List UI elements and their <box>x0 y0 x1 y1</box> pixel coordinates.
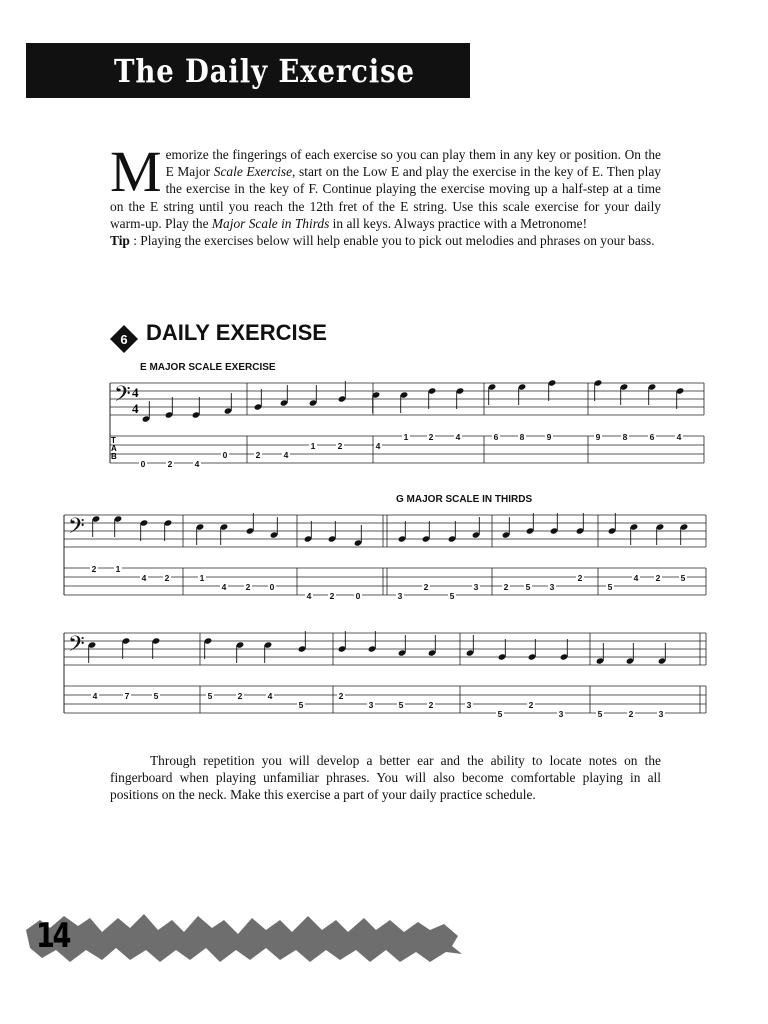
intro-text-3: in all keys. Always practice with a Metronome! <box>329 215 588 231</box>
intro-italic-1: Scale Exercise <box>213 164 293 180</box>
tab-number: 5 <box>607 582 613 592</box>
tab-number: 1 <box>403 432 409 442</box>
tab-number: 9 <box>546 432 552 442</box>
tab-number: 4 <box>267 691 273 701</box>
intro-text-1: emorize the fingerings of each exercise so you can play them in any key or position. On the E Major <box>165 147 661 180</box>
tab-number: 3 <box>466 700 472 710</box>
page-number: 14 <box>36 916 70 956</box>
tab-number: 6 <box>649 432 655 442</box>
tab-number: 2 <box>428 700 434 710</box>
tab-number: 8 <box>622 432 628 442</box>
tab-number: 3 <box>397 591 403 601</box>
tab-number: 0 <box>355 591 361 601</box>
tab-number: 4 <box>194 459 200 469</box>
tab-number: 5 <box>449 591 455 601</box>
tab-number: 4 <box>141 573 147 583</box>
tab-number: 2 <box>503 582 509 592</box>
tab-number: 1 <box>115 564 121 574</box>
tab-number: 6 <box>493 432 499 442</box>
tab-letter: T <box>111 436 116 445</box>
tab-number: 2 <box>423 582 429 592</box>
tab-number: 5 <box>497 709 503 719</box>
tab-number: 2 <box>577 573 583 583</box>
tab-letter: B <box>111 452 117 461</box>
tab-number: 2 <box>628 709 634 719</box>
tab-number: 4 <box>92 691 98 701</box>
time-signature-bottom: 4 <box>132 401 139 416</box>
tab-letter: A <box>111 444 117 453</box>
tab-number: 0 <box>222 450 228 460</box>
tab-number: 8 <box>519 432 525 442</box>
scale-label-e-major: E MAJOR SCALE EXERCISE <box>140 362 276 373</box>
exercise-number: 6 <box>120 332 128 347</box>
tab-number: 3 <box>368 700 374 710</box>
tab-number: 4 <box>455 432 461 442</box>
tab-number: 0 <box>269 582 275 592</box>
tab-number: 5 <box>680 573 686 583</box>
tip-text: : Playing the exercises below will help enable you to pick out melodies and phrases on your bass. <box>129 233 655 249</box>
tab-number: 2 <box>167 459 173 469</box>
tab-number: 4 <box>676 432 682 442</box>
tab-number: 9 <box>595 432 601 442</box>
tab-number: 2 <box>255 450 261 460</box>
tab-number: 2 <box>338 691 344 701</box>
tab-number: 2 <box>164 573 170 583</box>
intro-italic-2: Major Scale in Thirds <box>211 215 330 231</box>
tab-number: 5 <box>597 709 603 719</box>
tab-number: 0 <box>140 459 146 469</box>
footer-torn-stripe <box>26 908 466 968</box>
tab-number: 4 <box>283 450 289 460</box>
tab-number: 4 <box>306 591 312 601</box>
tab-number: 2 <box>528 700 534 710</box>
bass-clef-icon: 𝄢 <box>68 514 85 544</box>
tip-label: Tip <box>110 233 130 249</box>
intro-text-2: , start on the Low E and play the exercise in the key of E. Then play the exercise in the key of F. Continue playing the exercise moving up a half-step at a time on the E string until you reach the 12th fret of the E string. Use this scale exercise for your daily warm-up. Play the <box>110 164 661 231</box>
tab-number: 3 <box>549 582 555 592</box>
tab-number: 4 <box>221 582 227 592</box>
tab-number: 3 <box>558 709 564 719</box>
exercise-title: DAILY EXERCISE <box>146 320 327 345</box>
tab-number: 5 <box>207 691 213 701</box>
tab-number: 2 <box>91 564 97 574</box>
outro-paragraph: Through repetition you will develop a better ear and the ability to locate notes on the fingerboard when playing unfamiliar phrases. You will also become comfortable playing in all positions on the neck. Make this exercise a part of your daily practice schedule. <box>110 753 661 803</box>
bass-clef-icon: 𝄢 <box>114 382 131 412</box>
tab-number: 2 <box>245 582 251 592</box>
tab-number: 7 <box>124 691 130 701</box>
tab-number: 5 <box>298 700 304 710</box>
tab-number: 5 <box>153 691 159 701</box>
tab-number: 2 <box>655 573 661 583</box>
tab-number: 1 <box>199 573 205 583</box>
time-signature-top: 4 <box>132 385 139 400</box>
drop-cap: M <box>110 139 162 204</box>
tab-number: 4 <box>633 573 639 583</box>
tab-number: 3 <box>658 709 664 719</box>
tab-number: 2 <box>329 591 335 601</box>
scale-label-g-major-thirds: G MAJOR SCALE IN THIRDS <box>396 494 533 505</box>
tab-number: 2 <box>337 441 343 451</box>
page-title: The Daily Exercise <box>114 52 415 90</box>
tab-number: 3 <box>473 582 479 592</box>
tab-number: 2 <box>237 691 243 701</box>
tab-number: 5 <box>398 700 404 710</box>
bass-clef-icon: 𝄢 <box>68 632 85 662</box>
tab-number: 1 <box>310 441 316 451</box>
tab-number: 5 <box>525 582 531 592</box>
tab-number: 4 <box>375 441 381 451</box>
tab-number: 2 <box>428 432 434 442</box>
